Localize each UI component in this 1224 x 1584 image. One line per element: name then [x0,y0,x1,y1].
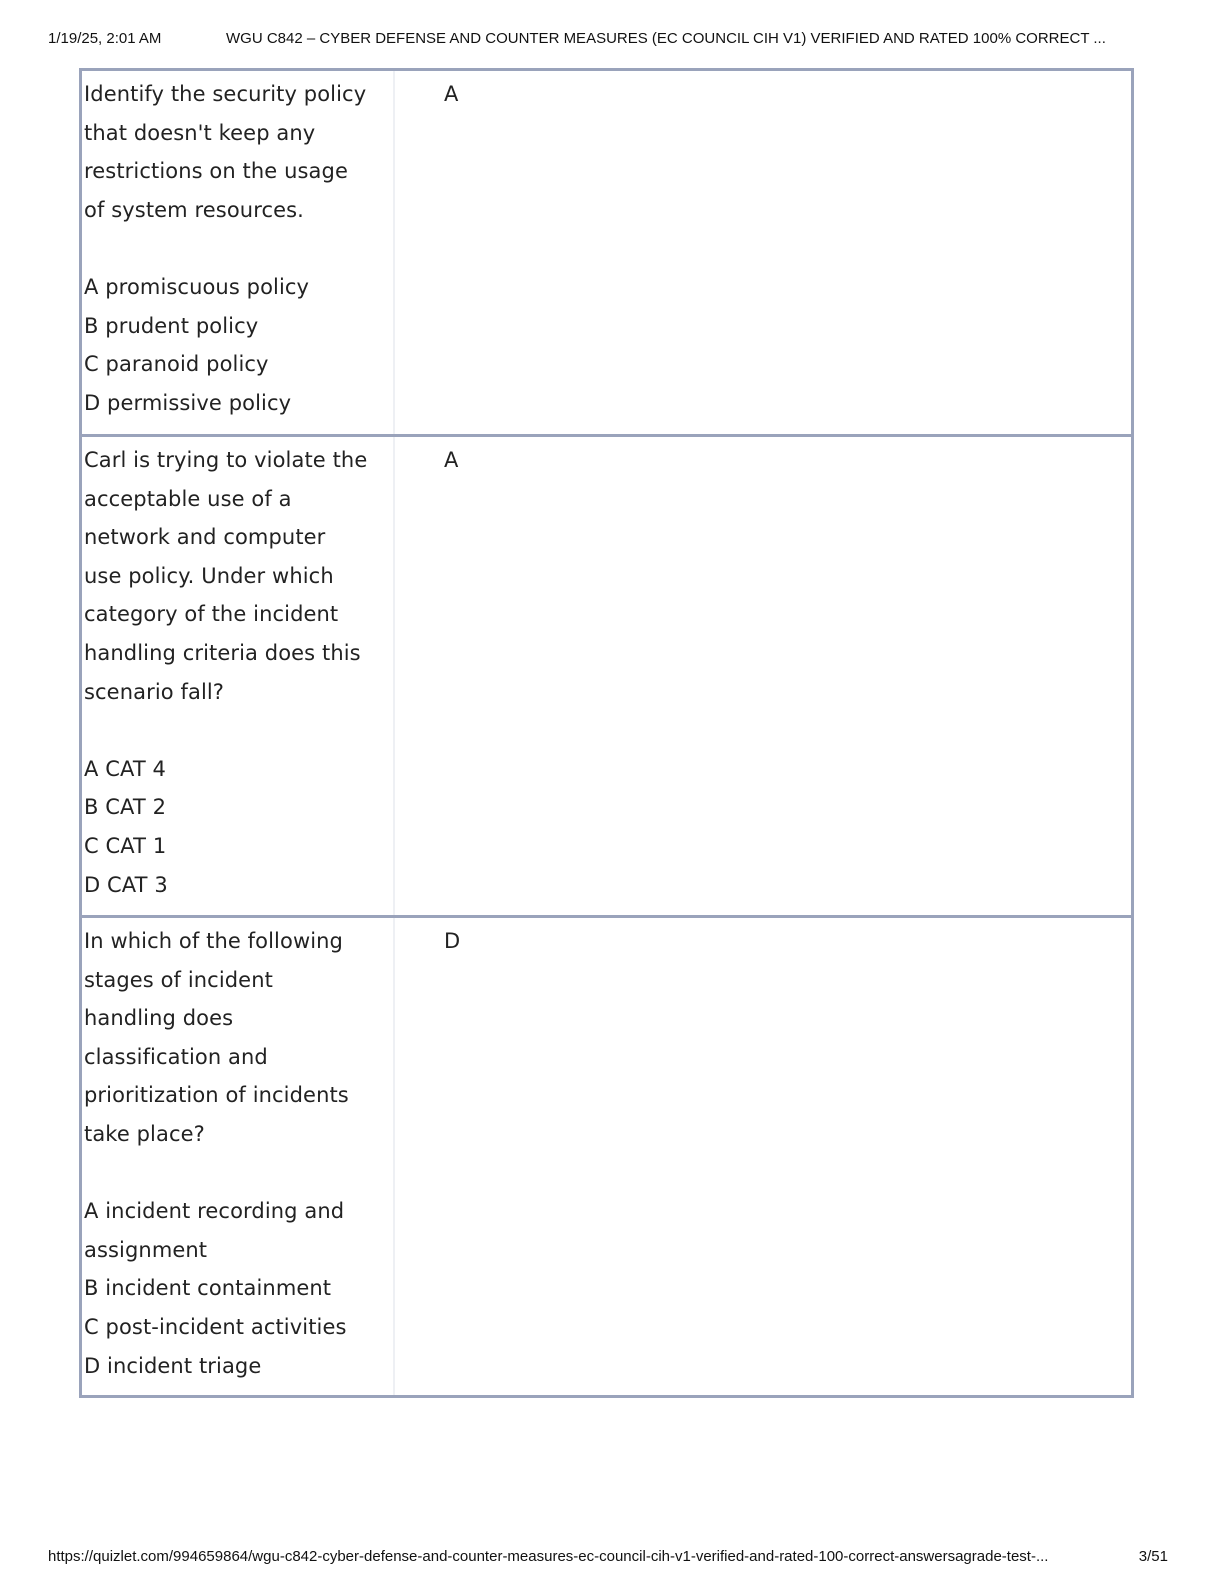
answer-option: C CAT 1 [84,833,167,858]
flashcard [79,915,1134,1398]
print-footer [48,1548,1176,1568]
flashcard-definition [395,918,1131,1395]
print-header [48,30,1176,50]
answer-option: A promiscuous policy [84,274,310,299]
page-number: 3/51 [1138,1548,1168,1565]
flashcard [79,68,1134,434]
flashcard-term [82,437,395,915]
flashcard-definition [395,71,1131,434]
question-line: category of the incident [84,602,339,627]
question-line: classification and [84,1044,268,1069]
answer-option: A CAT 4 [84,756,167,781]
question-line: that doesn't keep any [84,120,316,145]
question-line: scenario fall? [84,679,225,704]
question-line: network and computer [84,525,326,550]
question-line: handling does [84,1006,234,1031]
answer-option: D incident triage [84,1353,262,1378]
page-url: https://quizlet.com/994659864/wgu-c842-cyber-defense-and-counter-measures-ec-council-cih-v1-verified-and-rated-100-correct-answersagrade-test-... [48,1548,1049,1565]
answer-option: C post-incident activities [84,1314,347,1339]
print-date: 1/19/25, 2:01 AM [48,30,162,47]
correct-answer: D [444,929,461,953]
question-line: acceptable use of a [84,486,292,511]
question-line: Identify the security policy [84,82,367,106]
correct-answer: A [444,82,459,106]
correct-answer: A [444,448,459,472]
flashcard-list [79,68,1134,1398]
question-line: restrictions on the usage [84,159,348,184]
answer-option: C paranoid policy [84,352,269,377]
question-line: stages of incident [84,967,273,992]
answer-option: D CAT 3 [84,872,168,897]
answer-option: B prudent policy [84,313,259,338]
flashcard [79,434,1134,915]
flashcard-term [82,71,395,434]
question-line: prioritization of incidents [84,1083,349,1108]
question-line: use policy. Under which [84,563,334,588]
answer-option: D permissive policy [84,390,292,415]
question-line: handling criteria does this [84,640,361,665]
question-line: Carl is trying to violate the [84,448,368,472]
answer-option: A incident recording and [84,1199,345,1224]
answer-option: assignment [84,1237,208,1262]
document-title: WGU C842 – CYBER DEFENSE AND COUNTER MEASURES (EC COUNCIL CIH V1) VERIFIED AND RATED 100% CORRECT ... [226,30,1106,47]
flashcard-definition [395,437,1131,915]
question-line: of system resources. [84,197,304,222]
question-line: In which of the following [84,929,343,953]
flashcard-term [82,918,395,1395]
answer-option: B CAT 2 [84,795,167,820]
question-line: take place? [84,1121,205,1146]
answer-option: B incident containment [84,1276,332,1301]
